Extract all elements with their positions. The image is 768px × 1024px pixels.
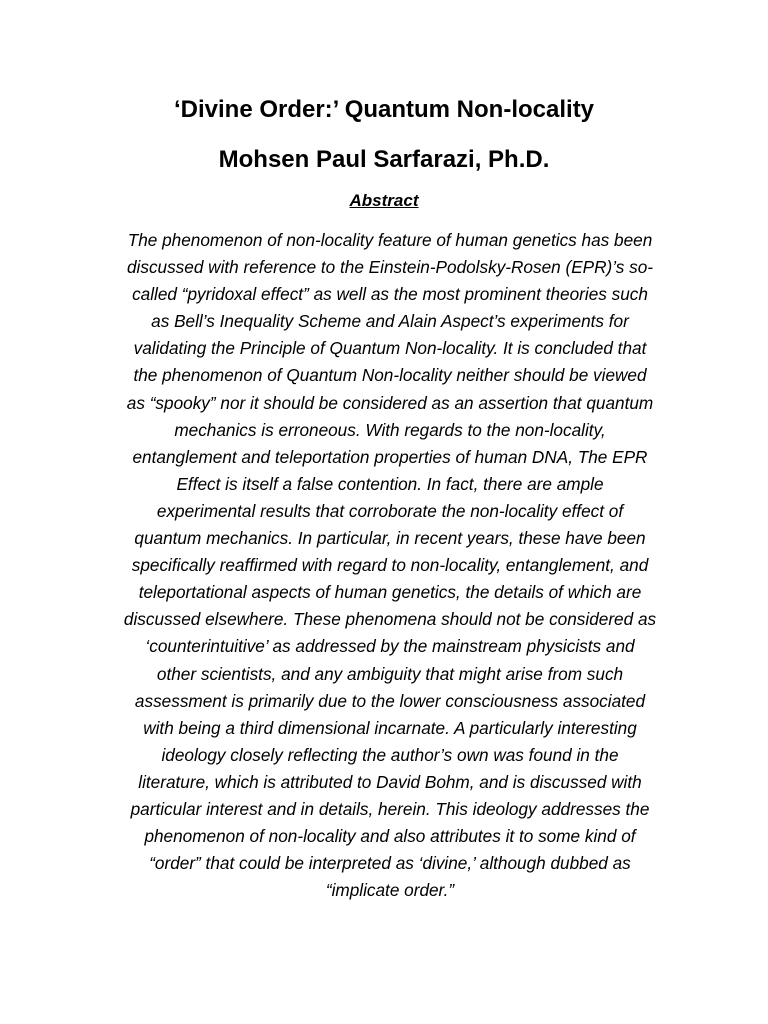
abstract-line: ‘counterintuitive’ as addressed by the mainstream physicists and (145, 636, 635, 657)
abstract-line: validating the Principle of Quantum Non-locality. It is concluded that (133, 338, 647, 359)
abstract-line: as Bell’s Inequality Scheme and Alain Aspect’s experiments for (151, 311, 629, 332)
abstract-line: as “spooky” nor it should be considered as an assertion that quantum (126, 392, 654, 413)
abstract-line: called “pyridoxal effect” as well as the most prominent theories such (132, 284, 648, 305)
document-title: ‘Divine Order:’ Quantum Non-locality (173, 96, 595, 123)
abstract-line: Effect is itself a false contention. In fact, there are ample (176, 473, 604, 494)
abstract-line: quantum mechanics. In particular, in recent years, these have been (134, 528, 646, 549)
abstract-line: specifically reaffirmed with regard to non-locality, entanglement, and (131, 555, 649, 576)
abstract-line: the phenomenon of Quantum Non-locality neither should be viewed (133, 365, 647, 386)
author-name: Mohsen Paul Sarfarazi, Ph.D. (218, 146, 550, 173)
abstract-line: discussed elsewhere. These phenomena should not be considered as (123, 609, 657, 630)
abstract-line: discussed with reference to the Einstein-Podolsky-Rosen (EPR)’s so- (126, 257, 654, 278)
abstract-line: mechanics is erroneous. With regards to the non-locality, (174, 419, 606, 440)
abstract-line: experimental results that corroborate the non-locality effect of (156, 500, 624, 521)
abstract-line: ideology closely reflecting the author’s own was found in the (161, 744, 619, 765)
abstract-line: phenomenon of non-locality and also attributes it to some kind of (144, 826, 636, 847)
abstract-line: entanglement and teleportation properties of human DNA, The EPR (132, 446, 648, 467)
abstract-line: with being a third dimensional incarnate. A particularly interesting (143, 717, 637, 738)
abstract-line: literature, which is attributed to David Bohm, and is discussed with (138, 771, 642, 792)
abstract-heading: Abstract (349, 191, 419, 210)
abstract-line: assessment is primarily due to the lower consciousness associated (134, 690, 646, 711)
abstract-line: other scientists, and any ambiguity that might arise from such (156, 663, 624, 684)
abstract-line: teleportational aspects of human genetics, the details of which are (138, 582, 642, 603)
abstract-line: “order” that could be interpreted as ‘divine,’ although dubbed as (149, 853, 631, 874)
abstract-line: The phenomenon of non-locality feature of human genetics has been (127, 230, 653, 250)
abstract-line: “implicate order.” (325, 880, 455, 901)
abstract-body (96, 227, 684, 904)
abstract-line: particular interest and in details, herein. This ideology addresses the (130, 798, 650, 819)
